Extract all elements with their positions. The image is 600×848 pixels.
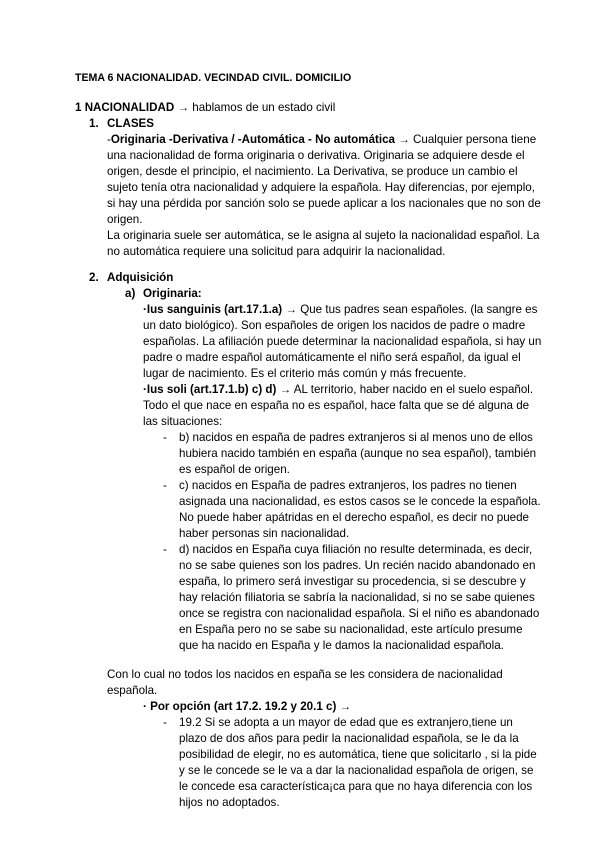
list-item-line: haber personas sin nacionalidad. (179, 527, 350, 540)
paragraph-line: no automática requiere una solicitud para adquirir la nacionalidad. (107, 245, 446, 258)
list-item-line: y se le concede se le va a dar la nacionalidad española de origen, se (179, 764, 534, 777)
bullet-dash: - (163, 543, 167, 556)
paragraph-line: padre o madre español automáticamente el niño será español, da igual el (143, 351, 521, 364)
adquisicion-heading: Adquisición (107, 271, 174, 284)
list-letter-a: a) (125, 287, 136, 300)
bullet-dash: - (163, 431, 167, 444)
paragraph-line: origen, desde el principio, el nacimiento. La Derivativa, se produce un cambio el (107, 165, 518, 178)
por-opcion-heading: · Por opción (art 17.2. 19.2 y 20.1 c) → (143, 700, 352, 713)
ius-sanguinis-text: → Que tus padres sean españoles. (la sangre es (282, 303, 538, 316)
ius-soli-text: → AL territorio, haber nacido en el suelo español. (276, 383, 534, 396)
section-heading-nacionalidad (75, 100, 335, 116)
list-item-line: c) nacidos en España de padres extranjeros, los padres no tienen (179, 479, 517, 492)
clases-dash: - (107, 133, 111, 146)
paragraph-line: sujeto tenía otra nacionalidad y adquiere la española. Hay diferencias, por ejemplo, (107, 181, 535, 194)
paragraph-line: origen. (107, 213, 143, 226)
list-item-line: que ha nacido en España y le damos la nacionalidad española. (179, 639, 504, 652)
list-item-line: hubiera nacido también en españa (aunque no sea español), también (179, 447, 537, 460)
list-item-line: posibilidad de elegir, no es automática, tiene que solicitarlo , si la pide (179, 748, 537, 761)
list-item-line: asignada una nacionalidad, es estos casos se le concede la española. (179, 495, 541, 508)
paragraph-line: Todo el que nace en españa no es español, hace falta que se dé alguna de (143, 399, 530, 412)
paragraph-line: un dato biológico). Son españoles de origen los nacidos de padre o madre (143, 319, 526, 332)
paragraph-line: lugar de nacimiento. Es el criterio más común y más frecuente. (143, 367, 467, 380)
ius-soli-line (143, 382, 533, 398)
paragraph-line: las situaciones: (143, 415, 223, 428)
paragraph-line: españolas. La afiliación puede determinar la nacionalidad española, si hay un (143, 335, 542, 348)
section-number: 1 (75, 101, 82, 114)
paragraph-line: si hay una pérdida por sanción solo se puede aplicar a los nacionales que no son de (107, 197, 541, 210)
list-number-clases: 1. (89, 117, 99, 130)
list-item-line: 19.2 Si se adopta a un mayor de edad que es extranjero,tiene un (179, 716, 513, 729)
list-item-line: b) nacidos en españa de padres extranjeros si al menos uno de ellos (179, 431, 533, 444)
list-item-line: once se registra con nacionalidad española. Si el niño es abandonado (179, 607, 540, 620)
paragraph-line: La originaria suele ser automática, se le asigna al sujeto la nacionalidad español. La (107, 229, 540, 242)
clases-first-line-rest: → Cualquier persona tiene (395, 133, 537, 146)
list-item-line: hay relación filiatoria se sabría la nacionalidad, si no se sabe quienes (179, 591, 535, 604)
list-item-line: le concede esa característica¡ca para que no haya diferencia con los (179, 780, 533, 793)
list-item-line: en España pero no se sabe su nacionalidad, este artículo presume (179, 623, 523, 636)
ius-soli-label: ·Ius soli (art.17.1.b) c) d) (143, 383, 277, 396)
bullet-dash: - (163, 479, 167, 492)
ius-sanguinis-label: ·Ius sanguinis (art.17.1.a) (143, 303, 283, 316)
clases-first-line (107, 132, 536, 148)
originaria-heading: Originaria: (143, 287, 202, 300)
list-item-line: españa, lo primero será investigar su procedencia, si se descubre y (179, 575, 526, 588)
bullet-dash: - (163, 716, 167, 729)
conclusion-line: Con lo cual no todos los nacidos en españa se les considera de nacionalidad (107, 668, 503, 681)
list-item-line: hijos no adoptados. (179, 796, 280, 809)
ius-sanguinis-line (143, 302, 537, 318)
section-subtitle: → hablamos de un estado civil (174, 101, 336, 114)
clases-types: Originaria -Derivativa / -Automática - No automática (110, 133, 395, 146)
list-item-line: es español de origen. (179, 463, 290, 476)
paragraph-line: una nacionalidad de forma originaria o derivativa. Originaria se adquiere desde el (107, 149, 525, 162)
document-title: TEMA 6 NACIONALIDAD. VECINDAD CIVIL. DOMICILIO (75, 72, 352, 84)
clases-heading: CLASES (107, 117, 155, 130)
list-item-line: plazo de dos años para pedir la nacionalidad española, se le da la (179, 732, 519, 745)
list-item-line: no se sabe quienes son los padres. Un recién nacido abandonado en (179, 559, 536, 572)
list-item-line: No puede haber apátridas en el derecho español, es decir no puede (179, 511, 529, 524)
section-label: NACIONALIDAD (84, 101, 175, 114)
conclusion-line: española. (107, 684, 158, 697)
list-item-line: d) nacidos en España cuya filiación no resulte determinada, es decir, (179, 543, 533, 556)
list-number-adquisicion: 2. (89, 271, 99, 284)
